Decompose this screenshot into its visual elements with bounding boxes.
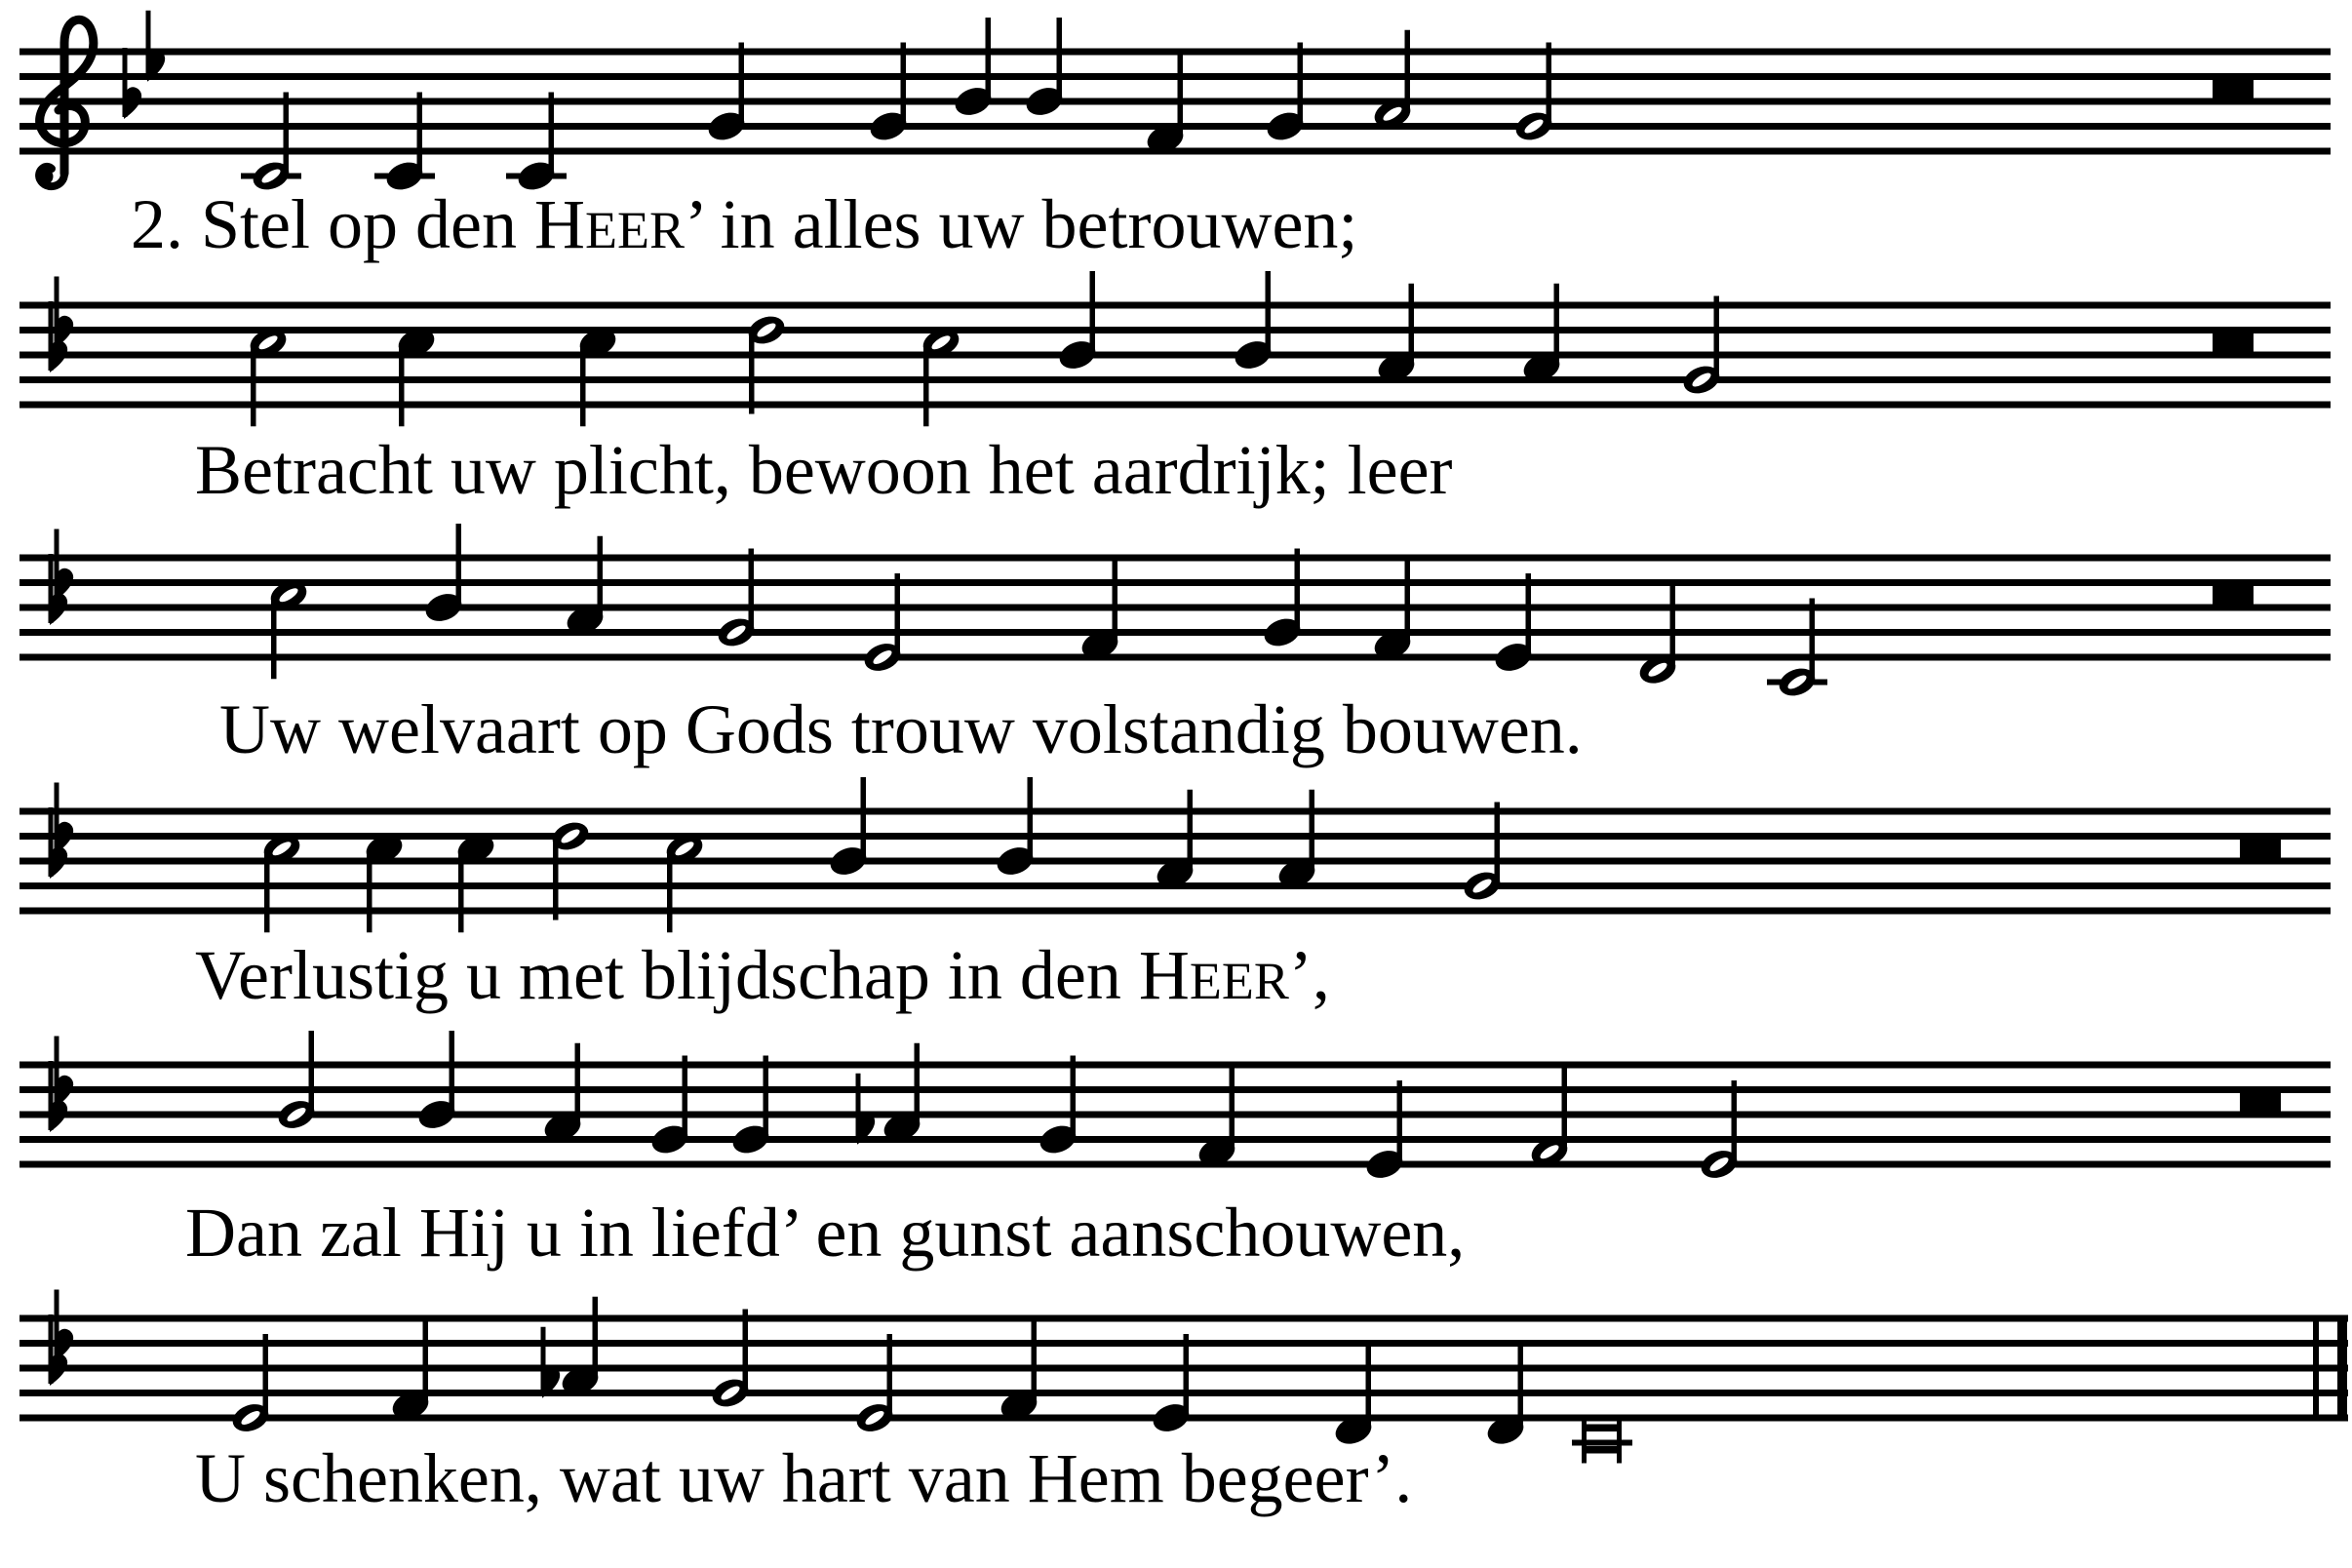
note-stem — [1518, 1347, 1524, 1429]
note-stem — [1554, 284, 1560, 366]
staff-line — [20, 1112, 2331, 1118]
key-flat-sign — [51, 594, 66, 623]
note-stem — [264, 850, 270, 932]
note-stem — [1714, 296, 1720, 378]
lyric-smallcaps: EER — [1189, 952, 1289, 1010]
lyric-text: Betracht uw plicht, bewoon het aardrijk; leer — [195, 431, 1453, 509]
note-stem — [1366, 1347, 1372, 1429]
staff-line — [20, 73, 2331, 80]
note-stem — [1178, 55, 1184, 137]
note-stem — [1298, 43, 1304, 125]
note-stem — [367, 850, 372, 932]
staff-line — [20, 1086, 2331, 1093]
note-stem — [399, 344, 405, 426]
staff-line — [20, 1136, 2331, 1143]
note-stem — [423, 1321, 429, 1403]
note-stem — [1547, 43, 1552, 125]
note-stem — [458, 850, 464, 932]
note-stem — [986, 18, 992, 99]
note-stem — [764, 1056, 769, 1138]
note-stem — [575, 1043, 581, 1125]
note-stem — [667, 850, 673, 932]
note-stem — [1397, 1080, 1403, 1162]
lyric-text: H — [1138, 936, 1190, 1014]
note-stem — [1405, 561, 1411, 643]
staff-line — [20, 49, 2331, 56]
final-barline-thick — [2337, 1315, 2347, 1422]
staff-line — [20, 1161, 2331, 1168]
lyric-text: H — [533, 185, 585, 263]
staff-line — [20, 148, 2331, 155]
staff-line — [20, 1062, 2331, 1069]
note-stem — [1266, 271, 1272, 353]
note-stem — [901, 43, 907, 125]
key-flat-sign — [51, 341, 66, 371]
note-stem — [683, 1056, 688, 1138]
note-stem — [1495, 803, 1501, 884]
staff-line — [20, 302, 2331, 309]
note-stem — [450, 1031, 455, 1113]
staff-line — [20, 98, 2331, 105]
lyric-text: ’, — [1288, 936, 1330, 1014]
note-stem — [263, 1334, 269, 1416]
note-stem — [861, 777, 867, 859]
note-stem — [580, 344, 586, 426]
note-stem — [271, 597, 277, 679]
staff-line — [20, 908, 2331, 915]
note-stem — [549, 93, 555, 175]
note-stem — [1188, 790, 1194, 872]
note-stem — [895, 573, 901, 655]
lyric-line — [195, 431, 1453, 509]
half-rest — [2240, 1092, 2281, 1112]
staff-line — [20, 1315, 2348, 1322]
staff-line — [20, 402, 2331, 409]
final-barline-thin — [2313, 1315, 2319, 1422]
final-longa — [1582, 1425, 1622, 1432]
lyric-line — [195, 936, 1330, 1014]
note-stem — [923, 344, 929, 426]
note-stem — [1071, 1056, 1077, 1138]
note-stem — [739, 43, 745, 125]
staff-line — [20, 555, 2331, 562]
staff-line — [20, 605, 2331, 611]
note-stem — [1409, 284, 1415, 366]
note-stem — [887, 1334, 893, 1416]
note-stem — [309, 1031, 315, 1113]
staff-line — [20, 352, 2331, 359]
key-flat-sign — [51, 1101, 66, 1130]
half-rest — [2213, 585, 2254, 605]
half-rest — [2213, 333, 2254, 352]
note-stem — [553, 839, 559, 921]
note-stem — [743, 1310, 749, 1392]
note-stem — [749, 549, 755, 631]
lyric-text: 2. Stel op den — [131, 185, 534, 263]
note-stem — [1810, 599, 1816, 681]
key-flat-sign — [125, 88, 140, 117]
note-stem — [1028, 777, 1034, 859]
lyric-line — [185, 1194, 1465, 1272]
lyric-text: U schenken, wat uw hart van Hem begeer’. — [195, 1439, 1413, 1517]
note-stem — [1526, 573, 1532, 655]
key-flat-sign — [51, 1354, 66, 1384]
lyric-line — [195, 1439, 1412, 1517]
note-stem — [1562, 1068, 1568, 1150]
staff-line — [20, 833, 2331, 840]
note-stem — [1230, 1068, 1235, 1150]
note-stem — [749, 333, 755, 414]
note-stem — [1113, 561, 1118, 643]
note-stem — [1405, 30, 1411, 112]
note-stem — [1310, 790, 1315, 872]
lyric-text: Uw welvaart op Gods trouw volstandig bouwen. — [219, 690, 1583, 768]
note-stem — [1090, 271, 1096, 353]
note-stem — [1057, 18, 1063, 99]
lyric-line — [219, 690, 1583, 768]
lyric-text: Dan zal Hij u in liefd’ en gunst aanschouwen, — [185, 1194, 1466, 1272]
note-stem — [1295, 549, 1301, 631]
note-stem — [251, 344, 256, 426]
staff-line — [20, 629, 2331, 636]
note-stem — [593, 1297, 599, 1379]
note-stem — [1732, 1080, 1738, 1162]
note-stem — [1670, 586, 1676, 668]
staff-line — [20, 376, 2331, 383]
staff-line — [20, 808, 2331, 815]
lyric-line — [131, 185, 1357, 263]
lyric-text: Verlustig u met blijdschap in den — [195, 936, 1139, 1014]
note-stem — [1184, 1334, 1190, 1416]
note-stem — [1032, 1321, 1038, 1403]
key-flat-sign — [51, 847, 66, 877]
final-longa — [1582, 1446, 1622, 1454]
half-rest — [2213, 79, 2254, 98]
note-stem — [417, 93, 423, 175]
note-stem — [284, 93, 290, 175]
note-stem — [915, 1043, 921, 1125]
lyric-text: ’ in alles uw betrouwen; — [684, 185, 1358, 263]
half-rest — [2240, 839, 2281, 858]
staff-line — [20, 579, 2331, 586]
staff-line — [20, 327, 2331, 333]
ledger-line — [1572, 1440, 1632, 1446]
note-stem — [456, 524, 462, 606]
note-stem — [598, 536, 604, 618]
lyric-smallcaps: EER — [584, 201, 685, 259]
staff-line — [20, 654, 2331, 661]
treble-clef — [37, 169, 54, 185]
